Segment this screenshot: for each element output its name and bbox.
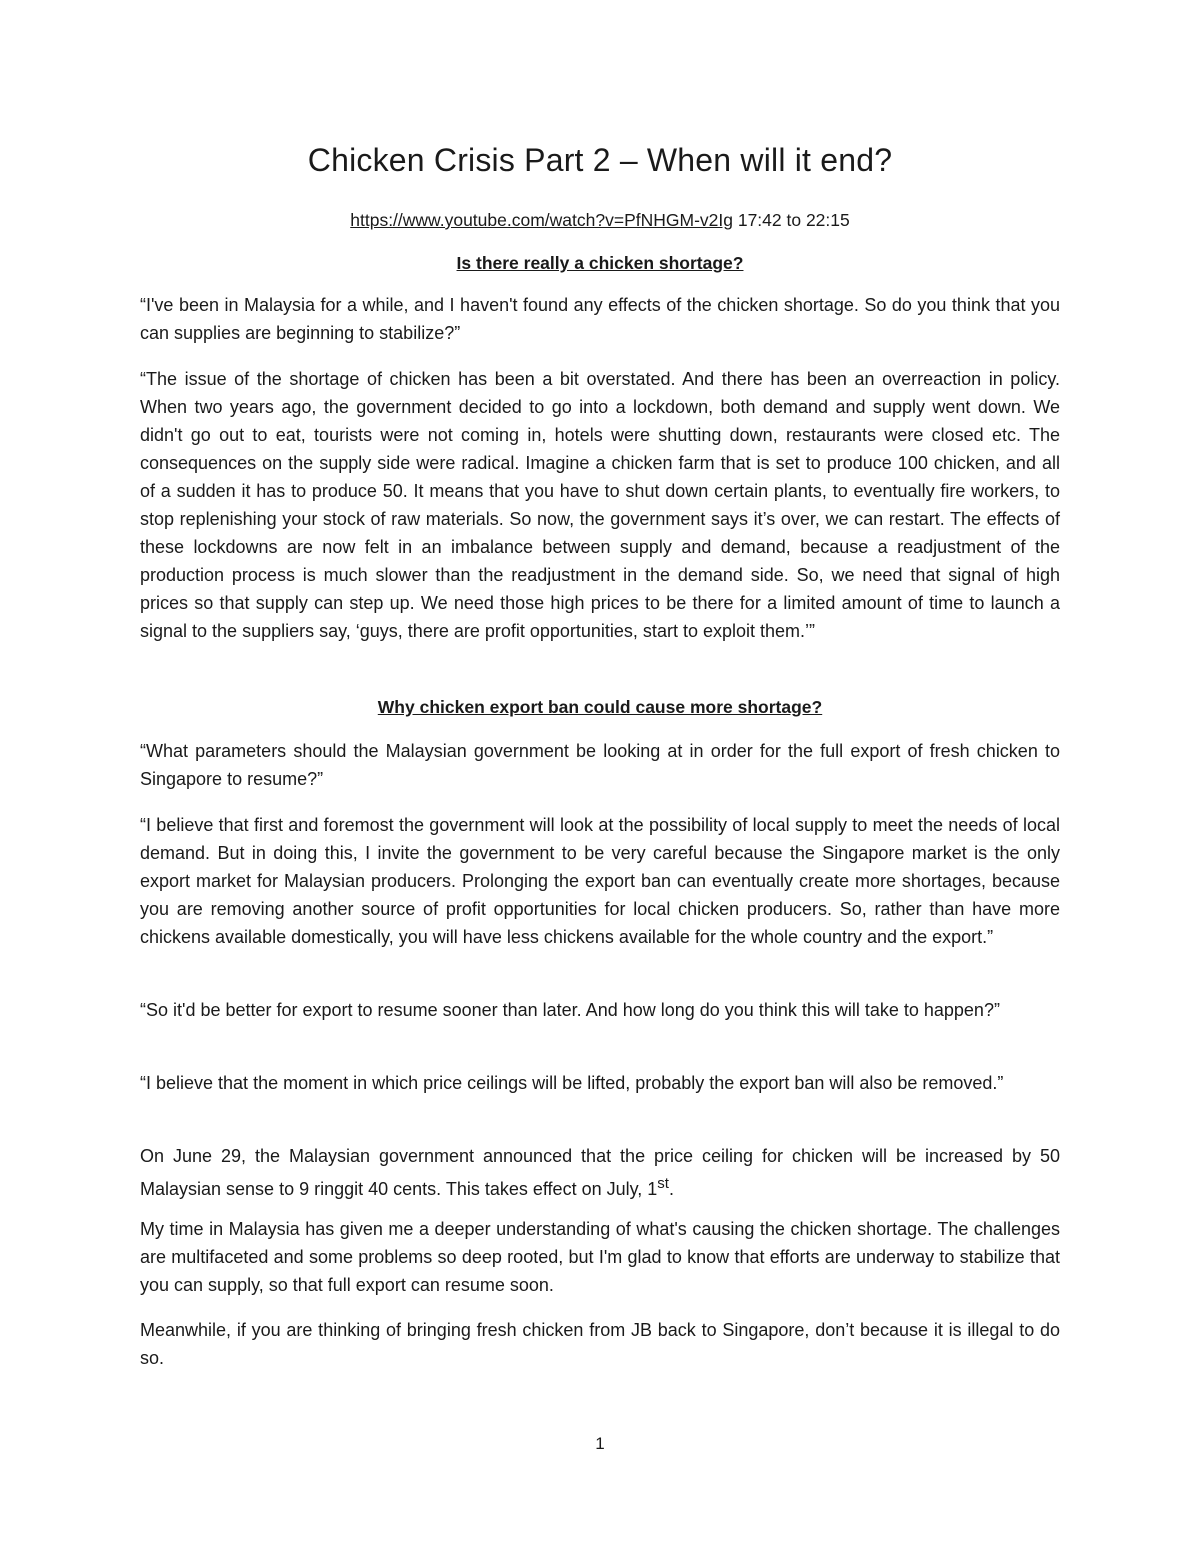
answer-paragraph-2: “I believe that first and foremost the government will look at the possibility of local supply to meet the needs of local demand. But in doing this, I invite the government to be very careful because the Singapore market is the only export market for Malaysian producers. Prolonging the export ban can eventually create more shortages, because you are removing another source of profit opportunities for local chicken producers. So, rather than have more chickens available domestically, you will have less chickens available for the whole country and the export.”: [140, 815, 1060, 947]
price-ceiling-end: .: [668, 1179, 674, 1199]
youtube-link[interactable]: https://www.youtube.com/watch?v=PfNHGM-v2Ig: [350, 210, 733, 230]
reflection-paragraph: My time in Malaysia has given me a deeper understanding of what's causing the chicken shortage. The challenges are multifaceted and some problems so deep rooted, but I'm glad to know that efforts are underway to stabilize that you can supply, so that full export can resume soon.: [140, 1219, 1060, 1295]
question-paragraph-3: “So it'd be better for export to resume sooner than later. And how long do you think this will take to happen?”: [140, 1000, 1000, 1020]
price-ceiling-paragraph: [140, 1142, 1060, 1203]
answer-paragraph-3: “I believe that the moment in which price ceilings will be lifted, probably the export ban will also be removed.”: [140, 1073, 1004, 1093]
source-line: [140, 210, 1060, 231]
section-heading-shortage: Is there really a chicken shortage?: [456, 253, 744, 273]
section-heading-export-ban: Why chicken export ban could cause more shortage?: [377, 697, 823, 717]
question-paragraph-1: “I've been in Malaysia for a while, and I haven't found any effects of the chicken shortage. So do you think that you can supplies are beginning to stabilize?”: [140, 295, 1060, 343]
closing-paragraph: Meanwhile, if you are thinking of bringing fresh chicken from JB back to Singapore, don’t because it is illegal to do so.: [140, 1320, 1060, 1368]
ordinal-suffix: st: [657, 1175, 669, 1192]
document-title: Chicken Crisis Part 2 – When will it end?: [307, 142, 893, 178]
page-number: 1: [595, 1434, 605, 1453]
answer-paragraph-1: “The issue of the shortage of chicken has been a bit overstated. And there has been an overreaction in policy. When two years ago, the government decided to go into a lockdown, both demand and supply went down. We didn't go out to eat, tourists were not coming in, hotels were shutting down, restaurants were closed etc. The consequences on the supply side were radical. Imagine a chicken farm that is set to produce 100 chicken, and all of a sudden it has to produce 50. It means that you have to shut down certain plants, to eventually fire workers, to stop replenishing your stock of raw materials. So now, the government says it’s over, we can restart. The effects of these lockdowns are now felt in an imbalance between supply and demand, because a readjustment of the production process is much slower than the readjustment in the demand side. So, we need that signal of high prices so that supply can step up. We need those high prices to be there for a limited amount of time to launch a signal to the suppliers say, ‘guys, there are profit opportunities, start to exploit them.’”: [140, 369, 1060, 641]
time-range: 17:42 to 22:15: [732, 210, 850, 230]
price-ceiling-text: On June 29, the Malaysian government announced that the price ceiling for chicken will be increased by 50 Malaysian sense to 9 ringgit 40 cents. This takes effect on July, 1: [140, 1146, 1060, 1199]
document-page: [140, 0, 1060, 1553]
question-paragraph-2: “What parameters should the Malaysian government be looking at in order for the full export of fresh chicken to Singapore to resume?”: [140, 741, 1060, 789]
